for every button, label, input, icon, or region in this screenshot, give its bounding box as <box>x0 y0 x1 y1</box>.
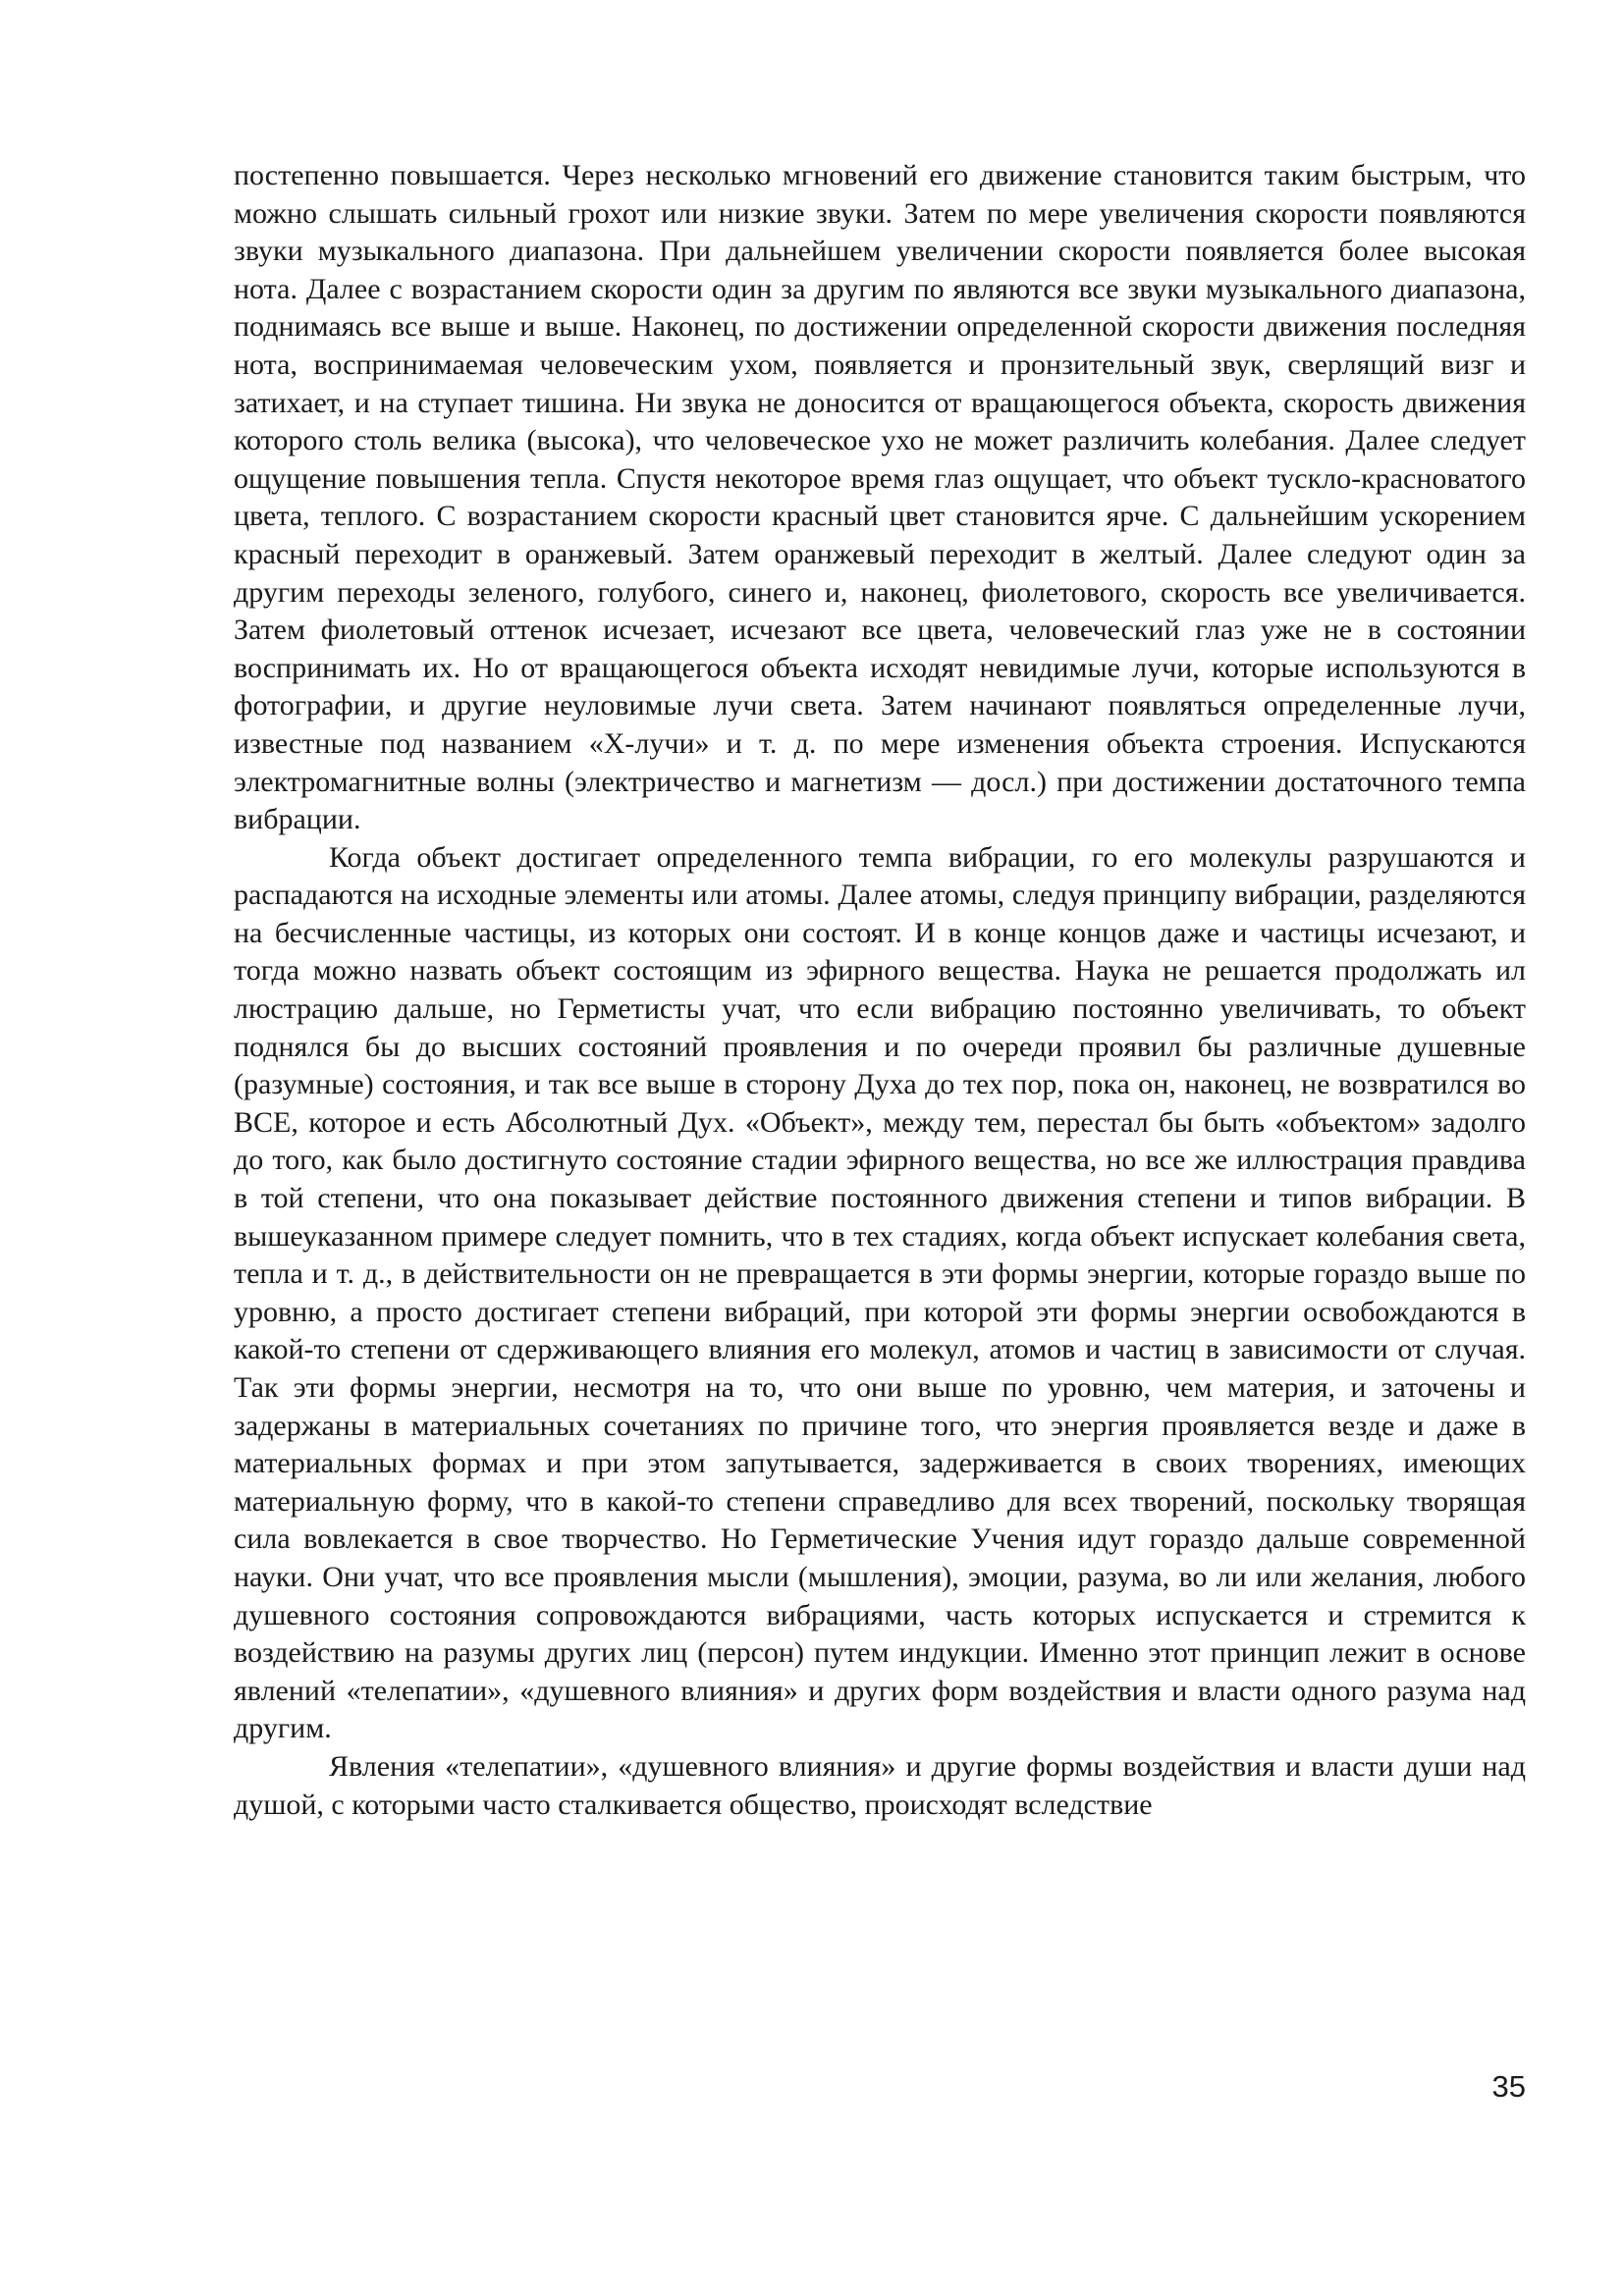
paragraph-1: постепенно повышается. Через несколько мгновений его движение становится таким быстрым, что можно слышать сильный грохот или низкие звуки. Затем по мере увеличения скорости появляются звуки музыкального диапазона. При дальнейшем увеличении скорости появляется более высокая нота. Далее с возрастанием скорости один за другим по являются все звуки музыкального диапазона, поднимаясь все выше и выше. Наконец, по достижении определенной скорости движения последняя нота, воспринимаемая человеческим ухом, появляется и пронзительный звук, сверлящий визг и затихает, и на ступает тишина. Ни звука не доносится от вращающегося объекта, скорость движения которого столь велика (высока), что человеческое ухо не может различить колебания. Далее следует ощущение повышения тепла. Спустя некоторое время глаз ощущает, что объект тускло-красноватого цвета, теплого. С возрастанием скорости красный цвет становится ярче. С дальнейшим ускорением красный переходит в оранжевый. Затем оранжевый переходит в желтый. Далее следуют один за другим переходы зеленого, голубого, синего и, наконец, фиолетового, скорость все увеличивается. Затем фиолетовый оттенок исчезает, исчезают все цвета, человеческий глаз уже не в состоянии воспринимать их. Но от вращающегося объекта исходят невидимые лучи, которые используются в фотографии, и другие неуловимые лучи света. Затем начинают появляться определенные лучи, известные под названием «Х-лучи» и т. д. по мере изменения объекта строения. Испускаются электромагнитные волны (электричество и магнетизм — досл.) при достижении достаточного темпа вибрации. <box>234 159 1526 836</box>
body-text <box>234 157 1526 1824</box>
page-number: 35 <box>1491 2069 1526 2104</box>
paragraph-2: Когда объект достигает определенного темпа вибрации, го его молекулы разрушаются и распадаются на исходные элементы или атомы. Далее атомы, следуя принципу вибрации, разделяются на бесчисленные частицы, из которых они состоят. И в конце концов даже и частицы исчезают, и тогда можно назвать объект состоящим из эфирного вещества. Наука не решается продолжать ил люстрацию дальше, но Герметисты учат, что если вибрацию постоянно увеличивать, то объект поднялся бы до высших состояний проявления и по очереди проявил бы различные душевные (разумные) состояния, и так все выше в сторону Духа до тех пор, пока он, наконец, не возвратился во ВСЕ, которое и есть Абсолютный Дух. «Объект», между тем, перестал бы быть «объектом» задолго до того, как было достигнуто состояние стадии эфирного вещества, но все же иллюстрация правдива в той степени, что она показывает действие постоянного движения степени и типов вибрации. В вышеуказанном примере следует помнить, что в тех стадиях, когда объект испускает колебания света, тепла и т. д., в действительности он не превращается в эти формы энергии, которые гораздо выше по уровню, а просто достигает степени вибраций, при которой эти формы энергии освобождаются в какой-то степени от сдерживающего влияния его молекул, атомов и частиц в зависимости от случая. Так эти формы энергии, несмотря на то, что они выше по уровню, чем материя, и заточены и задержаны в материальных сочетаниях по причине того, что энергия проявляется везде и даже в материальных формах и при этом запутывается, задерживается в своих творениях, имеющих материальную форму, что в какой-то степени справедливо для всех творений, поскольку творящая сила вовлекается в свое творчество. Но Герметические Учения идут гораздо дальше современной науки. Они учат, что все проявления мысли (мышления), эмоции, разума, во ли или желания, любого душевного состояния сопровождаются вибрациями, часть которых испускается и стремится к воздействию на разумы других лиц (персон) путем индукции. Именно этот принцип лежит в основе явлений «телепатии», «душевного влияния» и других форм воздействия и власти одного разума над другим. <box>234 840 1526 1745</box>
paragraph-3: Явления «телепатии», «душевного влияния» и другие формы воздействия и власти души над душой, с которыми часто сталкивается общество, происходят вследствие <box>234 1749 1526 1821</box>
